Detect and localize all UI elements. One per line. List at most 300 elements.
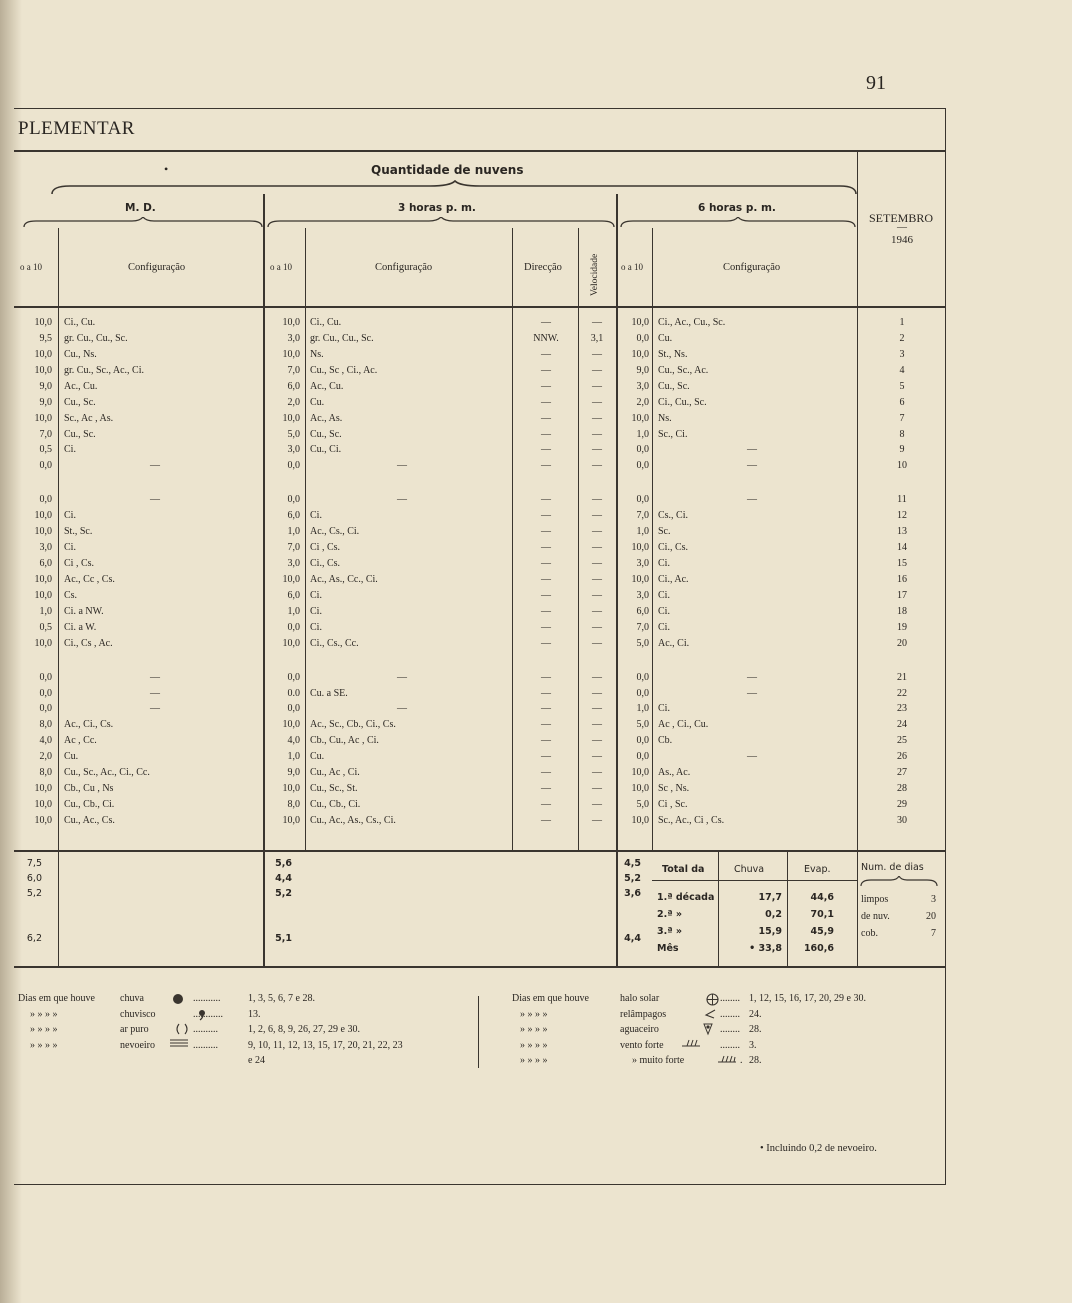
row-md-value: 0,5 [39,621,52,633]
row-h3-value: 1,0 [287,526,300,538]
row-velocity: — [592,396,602,408]
row-h3-config: Ac., Cs., Ci. [310,526,360,538]
row-md-config: — [150,494,160,506]
group-brace [50,180,860,196]
legend-left-kind: ar puro [120,1024,149,1035]
row-direction: — [541,494,551,506]
row-md-value: 10,0 [34,799,52,811]
summary-h3-mean: 5,6 [275,858,292,869]
rain-row-label: 3.ª » [657,926,683,937]
row-day: 21 [897,671,907,683]
row-h6-value: 0,0 [636,735,649,747]
fog-symbol-icon [170,1039,188,1047]
row-day: 28 [897,783,907,795]
month-dash: — [897,222,907,233]
row-day: 6 [899,396,905,408]
row-md-config: Ci., Cu. [64,317,96,328]
velocity-header: Velocidade [590,253,600,296]
row-direction: — [541,703,551,715]
row-md-value: 10,0 [34,526,52,538]
row-direction: — [541,621,551,633]
legend-left-kind: chuva [120,993,144,1004]
row-h6-config: Ci , Sc. [658,799,688,811]
row-h6-config: Ci., Ac. [658,573,689,585]
rain-row-label: Mês [657,943,679,954]
row-h3-config: Ci. [310,589,322,601]
row-velocity: — [592,703,602,715]
summary-md-mean: 6,0 [26,873,42,884]
row-h6-config: Sc. [658,526,671,538]
scale-header-3h: o a 10 [270,262,292,272]
row-h3-value: 10,0 [282,719,300,731]
rain-header-evap: Evap. [804,864,831,875]
row-velocity: — [592,799,602,811]
scale-header-md: o a 10 [20,262,42,272]
row-direction: — [541,719,551,731]
row-velocity: — [592,573,602,585]
col-divider-3h-6h [616,194,618,966]
row-h6-config: Ci. [658,621,670,633]
row-h6-value: 7,0 [636,510,649,522]
row-md-value: 10,0 [34,783,52,795]
row-md-config: Cu. [64,751,79,763]
summary-h6-mean: 4,4 [624,933,641,944]
row-direction: — [541,317,551,328]
row-velocity: — [592,719,602,731]
legend-right-value: 24. [749,1008,762,1020]
solar-halo-symbol-icon [706,993,719,1006]
days-label: cob. [861,928,878,939]
row-direction: — [541,510,551,522]
row-day: 26 [897,751,907,763]
row-h3-config: Ci. [310,621,322,633]
row-md-value: 1,0 [39,605,52,617]
legend-left-value: 1, 2, 6, 8, 9, 26, 27, 29 e 30. [248,1024,360,1035]
row-day: 2 [899,332,905,344]
col-divider-3h [305,228,306,850]
row-h6-config: Cs., Ci. [658,510,689,522]
legend-right-label: » » » » [520,1008,548,1020]
row-h3-config: Ci. [310,510,322,522]
row-h6-value: 7,0 [636,621,649,633]
row-h6-config: — [747,687,757,699]
row-h3-config: Ac., As., Cc., Ci. [310,573,378,585]
very-strong-wind-symbol-icon [717,1054,737,1064]
row-direction: — [541,558,551,570]
row-day: 3 [899,348,905,360]
row-day: 13 [897,526,907,538]
row-h3-config: Cu. a SE. [310,687,348,699]
row-md-value: 8,0 [39,719,52,731]
row-velocity: — [592,380,602,392]
row-velocity: — [592,558,602,570]
row-direction: — [541,412,551,424]
row-h6-value: 9,0 [636,364,649,376]
legend-right-label: Dias em que houve [512,993,589,1004]
row-md-config: Ci , Cs. [64,558,95,570]
row-velocity: — [592,814,602,826]
row-h3-config: Ci. [310,605,322,617]
row-h6-config: Ci. [658,605,670,617]
summary-md-mean: 5,2 [26,888,42,899]
row-velocity: — [592,317,602,328]
row-h6-config: Sc., Ac., Ci , Cs. [658,814,725,826]
row-h3-config: — [397,703,407,715]
row-h3-value: 10,0 [282,814,300,826]
legend-right-value: 1, 12, 15, 16, 17, 20, 29 e 30. [749,993,866,1004]
row-md-config: Ci., Cs , Ac. [64,637,113,649]
row-md-config: Sc., Ac , As. [64,412,114,424]
row-direction: — [541,396,551,408]
row-velocity: — [592,621,602,633]
row-velocity: — [592,605,602,617]
legend-left-dots: ........... [193,993,221,1004]
row-day: 20 [897,637,907,649]
legend-left-value: e 24 [248,1055,265,1066]
row-h6-config: Ci., Ac., Cu., Sc. [658,317,726,328]
row-md-value: 0,0 [39,460,52,472]
row-h6-config: As., Ac. [658,767,691,779]
row-h3-config: — [397,494,407,506]
row-h3-value: 0,0 [287,671,300,683]
legend-right-dots: . [740,1055,743,1066]
row-h3-config: Cu. [310,396,325,408]
row-h6-config: Ci. [658,589,670,601]
row-direction: — [541,814,551,826]
row-day: 29 [897,799,907,811]
row-h3-config: Ac., Cu. [310,380,344,392]
row-h6-config: Cu., Sc. [658,380,690,392]
row-h6-value: 1,0 [636,526,649,538]
row-h6-value: 3,0 [636,380,649,392]
row-md-config: Cu., Sc. [64,396,96,408]
row-velocity: — [592,589,602,601]
legend-right-label: » » » » [520,1024,548,1035]
row-h3-value: 0.0 [287,687,300,699]
row-day: 9 [899,444,905,456]
rain-row-chuva: 17,7 [758,892,782,903]
row-md-config: Ac , Cc. [64,735,97,747]
row-h6-config: Cb. [658,735,673,747]
row-direction: — [541,589,551,601]
row-h3-config: Cu., Sc , Ci., Ac. [310,364,378,376]
row-md-value: 10,0 [34,573,52,585]
row-h6-value: 0,0 [636,751,649,763]
config-header-6h: Configuração [723,262,781,273]
row-direction: — [541,751,551,763]
row-h3-value: 4,0 [287,735,300,747]
col-header-3h: 3 horas p. m. [398,202,476,214]
row-day: 16 [897,573,907,585]
row-day: 12 [897,510,907,522]
year-header: 1946 [891,234,913,246]
row-h6-value: 5,0 [636,637,649,649]
rain-header-total: Total da [662,864,705,875]
row-h3-value: 10,0 [282,317,300,328]
row-day: 5 [899,380,905,392]
row-h6-config: St., Ns. [658,348,688,360]
direction-header: Direcção [524,262,562,273]
row-direction: — [541,380,551,392]
days-value: 7 [931,928,936,939]
row-h6-config: Ac., Ci. [658,637,690,649]
row-h6-value: 3,0 [636,558,649,570]
row-h6-config: Ci. [658,703,670,715]
row-md-value: 9,0 [39,396,52,408]
row-md-config: — [150,460,160,472]
row-h3-config: Cu., Sc. [310,428,342,440]
row-direction: — [541,671,551,683]
row-velocity: — [592,687,602,699]
row-md-config: St., Sc. [64,526,93,538]
row-h3-config: Ci., Cs., Cc. [310,637,359,649]
page-title: PLEMENTAR [18,118,135,139]
row-h6-value: 2,0 [636,396,649,408]
row-h6-config: — [747,494,757,506]
row-day: 27 [897,767,907,779]
row-h3-config: — [397,460,407,472]
shower-symbol-icon [703,1022,713,1036]
row-velocity: — [592,364,602,376]
row-h6-value: 0,0 [636,494,649,506]
summary-rain-header-rule [652,880,857,881]
row-h3-value: 2,0 [287,396,300,408]
row-md-value: 0,5 [39,444,52,456]
row-h3-config: gr. Cu., Cu., Sc. [310,332,374,344]
row-h6-value: 3,0 [636,589,649,601]
row-h3-value: 1,0 [287,605,300,617]
row-h3-config: Cu. [310,751,325,763]
row-day: 10 [897,460,907,472]
row-velocity: — [592,494,602,506]
page-number: 91 [866,72,886,94]
rain-symbol-icon [172,993,184,1005]
legend-right-kind: relâmpagos [620,1008,667,1020]
summary-h6-mean: 4,5 [624,858,641,869]
row-h6-value: 0,0 [636,332,649,344]
row-direction: — [541,573,551,585]
row-h3-value: 3,0 [287,332,300,344]
row-h3-value: 6,0 [287,589,300,601]
row-direction: — [541,364,551,376]
row-md-config: Cb., Cu , Ns [64,783,114,795]
row-md-config: Cu., Ns. [64,348,97,360]
seal-dot: • [164,162,169,176]
row-md-value: 3,0 [39,542,52,554]
row-h6-value: 6,0 [636,605,649,617]
row-md-value: 10,0 [34,814,52,826]
row-h6-value: 0,0 [636,444,649,456]
legend-right-dots: ........ [720,1024,740,1035]
row-h3-config: — [397,671,407,683]
col-divider-md-3h [263,194,265,966]
row-h6-value: 1,0 [636,703,649,715]
row-velocity: — [592,637,602,649]
row-md-value: 0,0 [39,703,52,715]
legend-left-label: » » » » [30,1008,58,1020]
summary-md-mean: 6,2 [26,933,42,944]
row-h3-config: Cu., Ci. [310,444,342,456]
legend-right-label: » » » » [520,1039,548,1051]
days-label: limpos [861,894,889,905]
row-md-value: 10,0 [34,637,52,649]
row-h3-value: 10,0 [282,348,300,360]
config-header-3h: Configuração [375,262,433,273]
row-day: 23 [897,703,907,715]
row-velocity: — [592,751,602,763]
row-h6-value: 10,0 [631,317,649,328]
row-velocity: — [592,510,602,522]
row-h6-value: 5,0 [636,719,649,731]
row-h6-value: 10,0 [631,814,649,826]
legend-left-dots: .......... [193,1024,218,1035]
row-h6-value: 1,0 [636,428,649,440]
legend-left-label: » » » » [30,1039,58,1051]
row-md-value: 2,0 [39,751,52,763]
row-velocity: — [592,526,602,538]
row-h6-config: — [747,444,757,456]
row-h3-value: 1,0 [287,751,300,763]
legend-left-value: 9, 10, 11, 12, 13, 15, 17, 20, 21, 22, 23 [248,1039,403,1051]
lightning-symbol-icon [704,1009,716,1019]
config-header-md: Configuração [128,262,186,273]
legend-left-value: 13. [248,1008,261,1020]
rain-row-chuva: 15,9 [758,926,782,937]
row-md-value: 10,0 [34,364,52,376]
rain-row-chuva: 0,2 [765,909,782,920]
row-md-value: 10,0 [34,348,52,360]
row-h3-value: 6,0 [287,510,300,522]
row-direction: — [541,735,551,747]
row-direction: — [541,444,551,456]
row-md-value: 0,0 [39,687,52,699]
row-h3-value: 10,0 [282,637,300,649]
days-brace [859,876,939,888]
row-direction: — [541,526,551,538]
legend-left-dots: .......... [193,1039,218,1051]
row-h6-config: Sc , Ns. [658,783,690,795]
row-md-config: Cu., Ac., Cs. [64,814,115,826]
summary-divider-chuva [787,851,788,966]
summary-h3-mean: 5,2 [275,888,292,899]
row-h3-value: 0,0 [287,621,300,633]
row-velocity: — [592,460,602,472]
row-md-value: 10,0 [34,589,52,601]
row-h3-value: 0,0 [287,703,300,715]
row-md-config: Ci. [64,510,76,522]
row-day: 17 [897,589,907,601]
days-value: 3 [931,894,936,905]
row-day: 1 [899,317,905,328]
row-h6-value: 0,0 [636,460,649,472]
row-md-config: Cu., Cb., Ci. [64,799,115,811]
legend-right-value: 28. [749,1055,762,1066]
row-md-config: Ac., Cc , Cs. [64,573,115,585]
rain-row-label: 1.ª década [657,892,715,903]
summary-divider-total [718,851,719,966]
days-value: 20 [926,911,936,922]
row-md-config: Ci. a NW. [64,605,104,617]
row-h3-config: Ci., Cu. [310,317,342,328]
row-velocity: 3,1 [590,332,604,344]
row-md-config: gr. Cu., Cu., Sc. [64,332,128,344]
table-bottom-rule [14,966,946,968]
row-h3-config: Cu., Cb., Ci. [310,799,361,811]
row-velocity: — [592,542,602,554]
row-velocity: — [592,671,602,683]
row-md-value: 0,0 [39,671,52,683]
summary-md-mean: 7,5 [26,858,42,869]
row-day: 18 [897,605,907,617]
row-direction: — [541,460,551,472]
row-h3-config: Ci., Cs. [310,558,341,570]
row-h3-config: Ns. [310,348,324,360]
row-h6-config: — [747,751,757,763]
rain-row-evap: 70,1 [810,909,834,920]
row-h3-config: Cu., Ac , Ci. [310,767,360,779]
row-h3-config: Ac., Sc., Cb., Ci., Cs. [310,719,396,731]
row-h6-value: 10,0 [631,783,649,795]
row-md-value: 10,0 [34,412,52,424]
row-h6-value: 10,0 [631,348,649,360]
summary-h3-mean: 4,4 [275,873,292,884]
row-md-config: Cu., Sc., Ac., Ci., Cc. [64,767,150,779]
row-md-config: Ac., Ci., Cs. [64,719,114,731]
row-h3-config: Ci , Cs. [310,542,341,554]
legend-right-value: 28. [749,1024,762,1035]
row-md-config: Ci. a W. [64,621,97,633]
row-h6-config: Ns. [658,412,672,424]
row-h3-value: 3,0 [287,558,300,570]
row-md-config: Ac., Cu. [64,380,98,392]
row-h3-value: 5,0 [287,428,300,440]
row-md-value: 0,0 [39,494,52,506]
legend-right-label: » » » » [520,1055,548,1066]
row-md-value: 4,0 [39,735,52,747]
row-day: 25 [897,735,907,747]
row-h3-value: 10,0 [282,573,300,585]
row-h3-value: 0,0 [287,460,300,472]
row-md-config: Cs. [64,589,78,601]
summary-h3-mean: 5,1 [275,933,292,944]
row-day: 8 [899,428,905,440]
row-md-config: Ci. [64,542,76,554]
legend-right-dots: ........ [720,1008,740,1020]
row-h6-config: Ci., Cu., Sc. [658,396,707,408]
rain-header-chuva: Chuva [734,864,765,875]
rain-row-evap: 45,9 [810,926,834,937]
row-direction: — [541,542,551,554]
row-h3-value: 7,0 [287,364,300,376]
row-md-config: gr. Cu., Sc., Ac., Ci. [64,364,145,376]
row-md-value: 9,0 [39,380,52,392]
row-md-value: 10,0 [34,317,52,328]
row-h3-value: 0,0 [287,494,300,506]
row-h3-value: 10,0 [282,783,300,795]
legend-right-dots: ........ [720,1039,740,1051]
row-h6-config: Ac , Ci., Cu. [658,719,709,731]
row-day: 14 [897,542,907,554]
row-h6-config: Cu., Sc., Ac. [658,364,709,376]
row-day: 22 [897,687,907,699]
row-md-config: — [150,671,160,683]
legend-right-value: 3. [749,1039,757,1051]
row-h3-config: Ac., As. [310,412,343,424]
col-divider-md [58,228,59,966]
row-h6-config: — [747,671,757,683]
rain-row-evap: 44,6 [810,892,834,903]
summary-h6-mean: 3,6 [624,888,641,899]
